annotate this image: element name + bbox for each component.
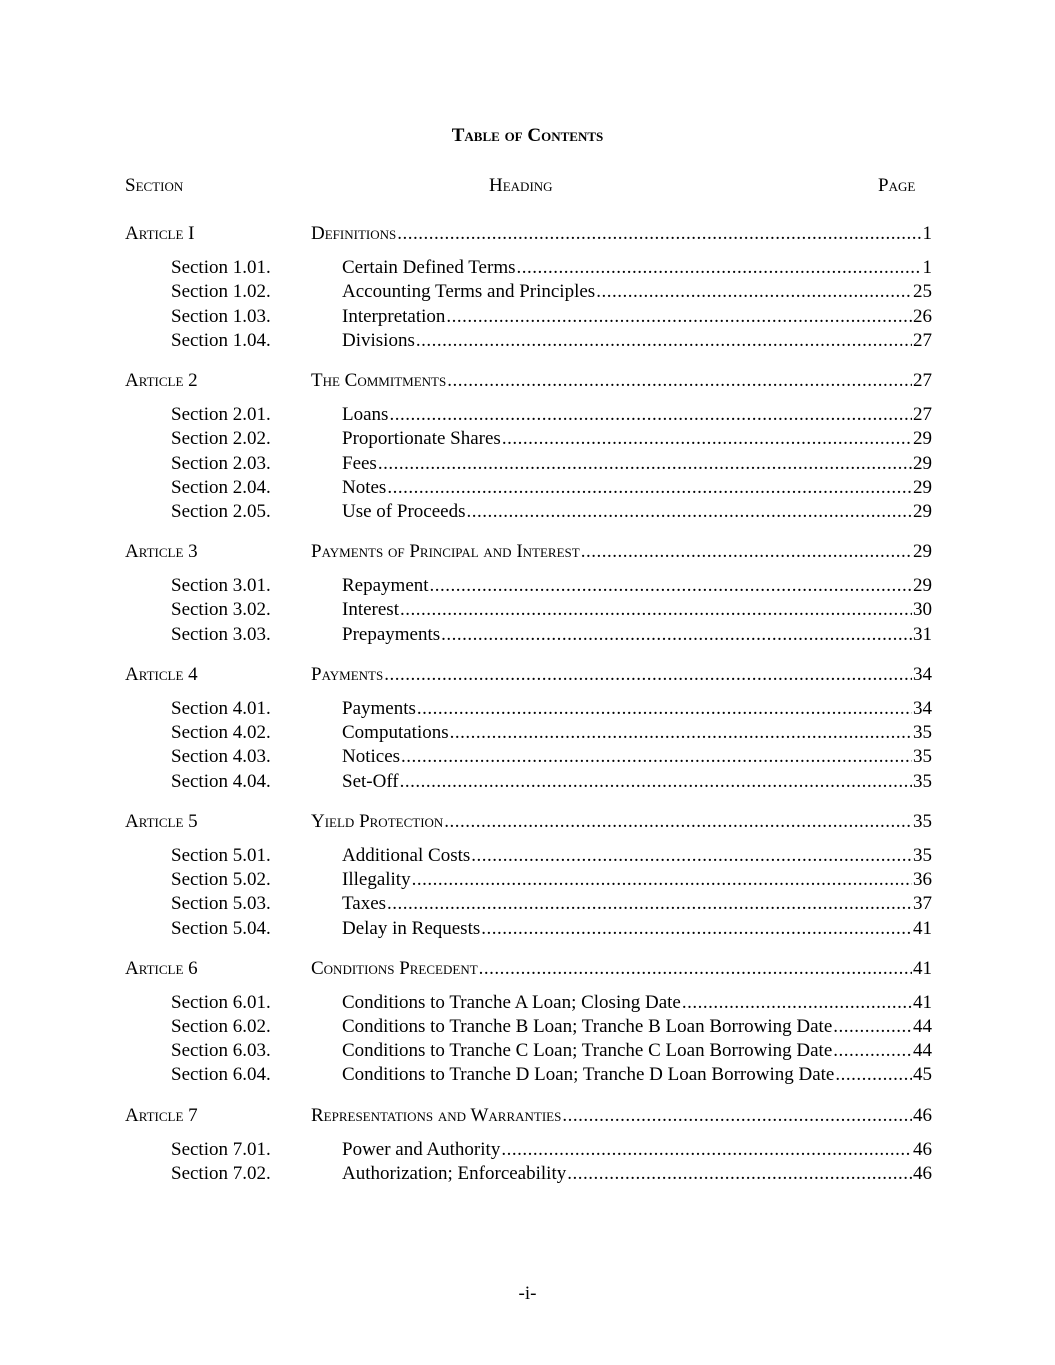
column-header-page: Page: [878, 175, 916, 196]
section-page-number: 44: [913, 1016, 932, 1038]
article-number: Article I: [125, 223, 195, 244]
section-page-number: 26: [913, 305, 932, 327]
section-entry[interactable]: [0, 1015, 1055, 1039]
section-heading: [342, 1138, 932, 1162]
section-number: Section 5.01.: [171, 844, 271, 866]
section-page-number: 25: [913, 281, 932, 303]
section-number: Section 1.01.: [171, 257, 271, 279]
dot-leader: [397, 222, 921, 246]
section-page-number: 35: [913, 770, 932, 792]
section-number: Section 6.02.: [171, 1016, 271, 1038]
section-number: Section 4.02.: [171, 722, 271, 744]
dot-leader: [430, 574, 912, 598]
section-title: Illegality: [342, 869, 411, 891]
section-heading: [342, 1039, 932, 1063]
section-number: Section 3.03.: [171, 623, 271, 645]
section-entry[interactable]: [0, 256, 1055, 280]
section-title: Interpretation: [342, 305, 446, 327]
article-heading: [311, 369, 932, 393]
section-title: Additional Costs: [342, 844, 471, 866]
section-entry[interactable]: [0, 574, 1055, 598]
section-number: Section 6.04.: [171, 1064, 271, 1086]
section-entry[interactable]: [0, 623, 1055, 647]
dot-leader: [450, 721, 912, 745]
article-page-number: 46: [913, 1104, 932, 1126]
section-heading: [342, 1162, 932, 1186]
section-title: Divisions: [342, 329, 415, 351]
dot-leader: [682, 991, 912, 1015]
dot-leader: [479, 957, 912, 981]
section-page-number: 35: [913, 746, 932, 768]
section-entry[interactable]: [0, 1162, 1055, 1186]
section-heading: [342, 476, 932, 500]
dot-leader: [378, 452, 912, 476]
section-title: Payments: [342, 698, 416, 719]
section-heading: [342, 868, 932, 892]
section-heading: [342, 598, 932, 622]
section-number: Section 2.01.: [171, 404, 271, 426]
article-number: Article 7: [125, 1104, 198, 1126]
section-heading: [342, 280, 932, 304]
section-heading: [342, 305, 932, 329]
section-entry[interactable]: [0, 476, 1055, 500]
article-page-number: 27: [913, 369, 932, 391]
article-page-number: 1: [922, 223, 932, 244]
dot-leader: [417, 697, 912, 721]
table-of-contents: [0, 222, 1055, 1202]
section-entry[interactable]: [0, 1063, 1055, 1087]
section-heading: [342, 452, 932, 476]
section-page-number: 46: [913, 1138, 932, 1160]
section-title: Prepayments: [342, 623, 441, 645]
section-entry[interactable]: [0, 721, 1055, 745]
section-number: Section 1.03.: [171, 305, 271, 327]
section-entry[interactable]: [0, 844, 1055, 868]
dot-leader: [466, 500, 912, 524]
column-header-section: Section: [125, 175, 184, 196]
section-page-number: 29: [913, 476, 932, 498]
section-title: Computations: [342, 722, 449, 744]
article-page-number: 34: [913, 663, 932, 685]
section-number: Section 6.03.: [171, 1040, 271, 1062]
section-heading: [342, 500, 932, 524]
section-page-number: 29: [913, 500, 932, 522]
article-entry[interactable]: [0, 663, 1055, 687]
section-page-number: 27: [913, 329, 932, 351]
dot-leader: [441, 623, 912, 647]
dot-leader: [567, 1162, 912, 1186]
section-number: Section 3.01.: [171, 575, 271, 597]
dot-leader: [581, 540, 912, 564]
section-heading: [342, 256, 932, 280]
dot-leader: [387, 892, 912, 916]
section-number: Section 4.03.: [171, 746, 271, 768]
dot-leader: [384, 663, 912, 687]
section-entry[interactable]: [0, 452, 1055, 476]
section-title: Repayment: [342, 575, 429, 597]
article-heading: [311, 663, 932, 687]
article-block: [0, 1104, 1055, 1187]
section-heading: [342, 1063, 932, 1087]
section-number: Section 1.02.: [171, 281, 271, 303]
column-header-heading: Heading: [489, 175, 553, 196]
article-title: Payments of Principal and Interest: [311, 541, 580, 563]
section-title: Conditions to Tranche D Loan; Tranche D Loan Borrowing Date: [342, 1064, 835, 1086]
section-title: Interest: [342, 599, 399, 621]
section-page-number: 45: [913, 1064, 932, 1086]
article-block: [0, 540, 1055, 647]
section-entry[interactable]: [0, 403, 1055, 427]
section-number: Section 6.01.: [171, 991, 271, 1013]
article-block: [0, 810, 1055, 941]
dot-leader: [444, 810, 912, 834]
page-title: Table of Contents: [451, 125, 604, 146]
article-title: Definitions: [311, 223, 397, 244]
section-page-number: 35: [913, 722, 932, 744]
section-page-number: 46: [913, 1163, 932, 1184]
section-heading: [342, 892, 932, 916]
article-title: The Commitments: [311, 369, 447, 391]
section-heading: [342, 574, 932, 598]
section-number: Section 7.02.: [171, 1163, 271, 1184]
section-page-number: 37: [913, 893, 932, 915]
section-page-number: 29: [913, 452, 932, 474]
dot-leader: [481, 917, 912, 941]
section-heading: [342, 329, 932, 353]
section-entry[interactable]: [0, 697, 1055, 721]
dot-leader: [446, 305, 912, 329]
section-page-number: 27: [913, 404, 932, 426]
section-heading: [342, 721, 932, 745]
dot-leader: [833, 1015, 912, 1039]
section-heading: [342, 770, 932, 794]
article-heading: [311, 810, 932, 834]
section-number: Section 4.04.: [171, 770, 271, 792]
section-entry[interactable]: [0, 329, 1055, 353]
section-number: Section 7.01.: [171, 1138, 271, 1160]
article-title: Payments: [311, 663, 384, 685]
section-entry[interactable]: [0, 868, 1055, 892]
section-heading: [342, 917, 932, 941]
article-page-number: 29: [913, 541, 932, 563]
section-entry[interactable]: [0, 305, 1055, 329]
section-entry[interactable]: [0, 1039, 1055, 1063]
section-page-number: 34: [913, 698, 932, 719]
article-page-number: 35: [913, 810, 932, 832]
dot-leader: [401, 745, 912, 769]
article-heading: [311, 1104, 932, 1128]
section-page-number: 35: [913, 844, 932, 866]
dot-leader: [596, 280, 912, 304]
section-number: Section 2.05.: [171, 500, 271, 522]
section-page-number: 1: [922, 257, 932, 279]
dot-leader: [389, 403, 912, 427]
article-block: [0, 222, 1055, 353]
section-title: Conditions to Tranche A Loan; Closing Date: [342, 991, 681, 1013]
section-heading: [342, 403, 932, 427]
section-heading: [342, 427, 932, 451]
section-title: Use of Proceeds: [342, 500, 466, 522]
section-page-number: 41: [913, 991, 932, 1013]
section-entry[interactable]: [0, 280, 1055, 304]
article-heading: [311, 540, 932, 564]
section-entry[interactable]: [0, 598, 1055, 622]
section-page-number: 36: [913, 869, 932, 891]
section-title: Fees: [342, 452, 377, 474]
dot-leader: [447, 369, 912, 393]
section-entry[interactable]: [0, 427, 1055, 451]
section-page-number: 29: [913, 428, 932, 450]
article-title: Yield Protection: [311, 810, 444, 832]
dot-leader: [412, 868, 912, 892]
dot-leader: [833, 1039, 912, 1063]
dot-leader: [416, 329, 912, 353]
section-entry[interactable]: [0, 770, 1055, 794]
article-page-number: 41: [913, 957, 932, 979]
section-number: Section 1.04.: [171, 329, 271, 351]
section-heading: [342, 991, 932, 1015]
article-heading: [311, 222, 932, 246]
article-number: Article 4: [125, 663, 198, 685]
section-title: Authorization; Enforceability: [342, 1163, 567, 1184]
dot-leader: [400, 770, 912, 794]
section-number: Section 5.03.: [171, 893, 271, 915]
section-number: Section 2.03.: [171, 452, 271, 474]
dot-leader: [835, 1063, 912, 1087]
section-title: Delay in Requests: [342, 917, 481, 939]
section-title: Loans: [342, 404, 389, 426]
article-number: Article 2: [125, 369, 198, 391]
section-entry[interactable]: [0, 892, 1055, 916]
section-page-number: 31: [913, 623, 932, 645]
article-entry[interactable]: [0, 369, 1055, 393]
section-title: Taxes: [342, 893, 387, 915]
section-number: Section 4.01.: [171, 698, 271, 719]
section-number: Section 2.02.: [171, 428, 271, 450]
section-number: Section 5.02.: [171, 869, 271, 891]
section-entry[interactable]: [0, 991, 1055, 1015]
section-title: Set-Off: [342, 770, 399, 792]
section-entry[interactable]: [0, 500, 1055, 524]
article-number: Article 6: [125, 957, 198, 979]
article-title: Conditions Precedent: [311, 957, 478, 979]
dot-leader: [502, 427, 912, 451]
section-title: Power and Authority: [342, 1138, 501, 1160]
article-number: Article 3: [125, 541, 198, 563]
dot-leader: [400, 598, 912, 622]
page-number: -i-: [518, 1283, 537, 1304]
section-page-number: 41: [913, 917, 932, 939]
article-entry[interactable]: [0, 222, 1055, 246]
section-title: Conditions to Tranche C Loan; Tranche C Loan Borrowing Date: [342, 1040, 833, 1062]
section-page-number: 29: [913, 575, 932, 597]
section-title: Proportionate Shares: [342, 428, 501, 450]
section-heading: [342, 745, 932, 769]
section-title: Notes: [342, 476, 387, 498]
article-entry[interactable]: [0, 957, 1055, 981]
dot-leader: [501, 1138, 912, 1162]
section-heading: [342, 623, 932, 647]
article-entry[interactable]: [0, 810, 1055, 834]
article-entry[interactable]: [0, 540, 1055, 564]
section-entry[interactable]: [0, 917, 1055, 941]
article-title: Representations and Warranties: [311, 1104, 562, 1126]
section-heading: [342, 697, 932, 721]
section-page-number: 30: [913, 599, 932, 621]
article-entry[interactable]: [0, 1104, 1055, 1128]
section-heading: [342, 844, 932, 868]
article-heading: [311, 957, 932, 981]
section-number: Section 2.04.: [171, 476, 271, 498]
article-number: Article 5: [125, 810, 198, 832]
section-title: Notices: [342, 746, 401, 768]
section-title: Conditions to Tranche B Loan; Tranche B Loan Borrowing Date: [342, 1016, 833, 1038]
dot-leader: [387, 476, 912, 500]
article-block: [0, 369, 1055, 524]
section-title: Accounting Terms and Principles: [342, 281, 596, 303]
section-number: Section 3.02.: [171, 599, 271, 621]
section-number: Section 5.04.: [171, 917, 271, 939]
section-heading: [342, 1015, 932, 1039]
section-entry[interactable]: [0, 1138, 1055, 1162]
article-block: [0, 663, 1055, 794]
section-entry[interactable]: [0, 745, 1055, 769]
section-title: Certain Defined Terms: [342, 257, 516, 279]
article-block: [0, 957, 1055, 1088]
dot-leader: [517, 256, 922, 280]
dot-leader: [471, 844, 912, 868]
dot-leader: [562, 1104, 912, 1128]
section-page-number: 44: [913, 1040, 932, 1062]
